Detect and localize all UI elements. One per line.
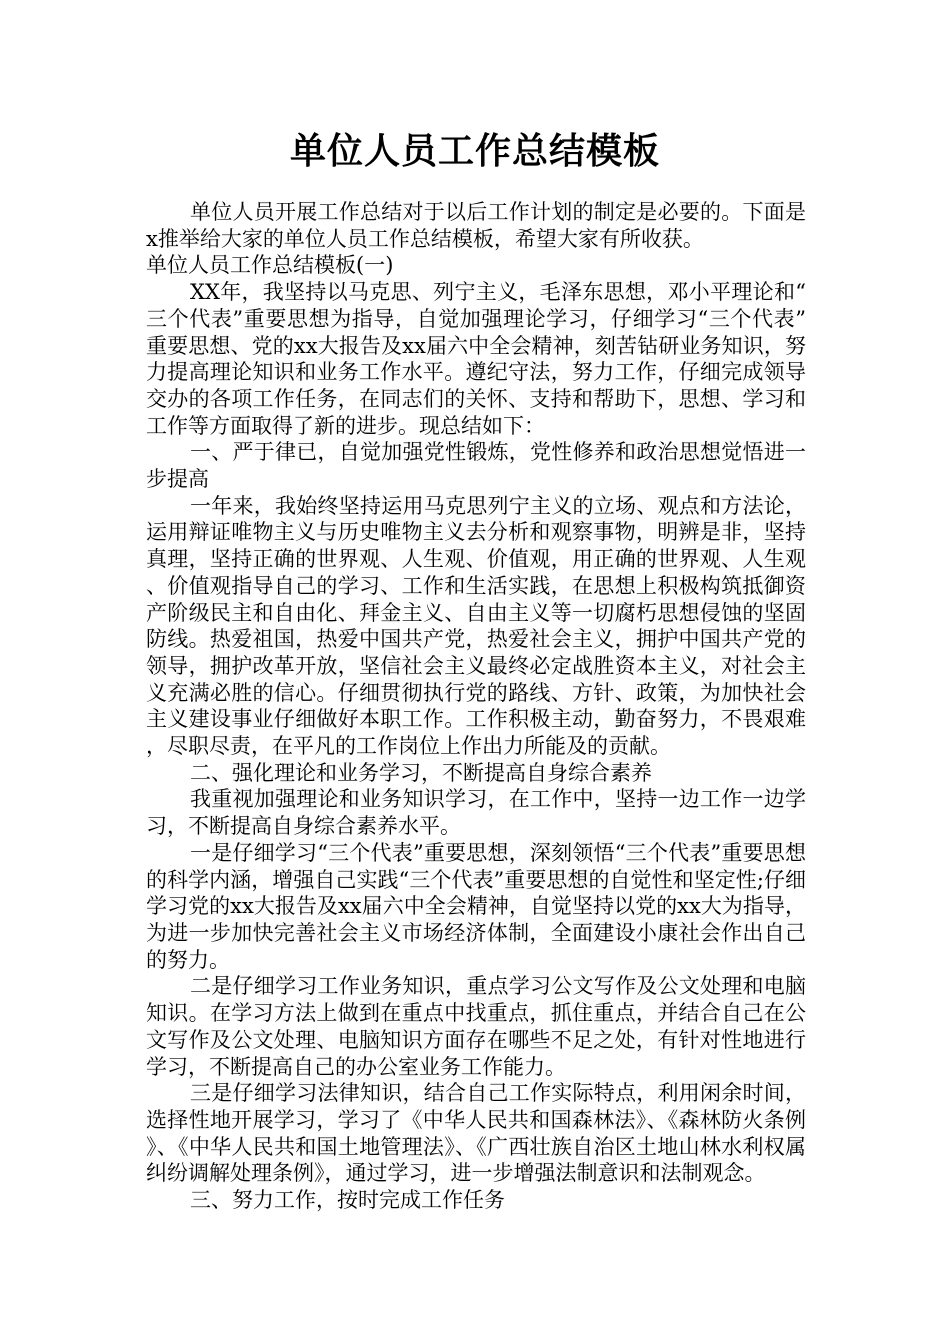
paragraph: 一年来，我始终坚持运用马克思列宁主义的立场、观点和方法论，运用辩证唯物主义与历史唯物主义去分析和观察事物，明辨是非，坚持真理，坚持正确的世界观、人生观、价值观，用正确的世界观、人生观、价值观指导自己的学习、工作和生活实践，在思想上积极构筑抵御资产阶级民主和自由化、拜金主义、自由主义等一切腐朽思想侵蚀的坚固防线。热爱祖国，热爱中国共产党，热爱社会主义，拥护中国共产党的领导，拥护改革开放，坚信社会主义最终必定战胜资本主义，对社会主义充满必胜的信心。仔细贯彻执行党的路线、方针、政策，为加快社会主义建设事业仔细做好本职工作。工作积极主动，勤奋努力，不畏艰难，尽职尽责，在平凡的工作岗位上作出力所能及的贡献。 [146, 493, 806, 759]
section-heading: 单位人员工作总结模板(一) [146, 253, 394, 278]
paragraph: 三是仔细学习法律知识，结合自己工作实际特点，利用闲余时间，选择性地开展学习，学习了《中华人民共和国森林法》、《森林防火条例》、《中华人民共和国土地管理法》、《广西壮族自治区土地山林水利权属纠纷调解处理条例》，通过学习，进一步增强法制意识和法制观念。 [146, 1081, 806, 1186]
paragraph: 单位人员开展工作总结对于以后工作计划的制定是必要的。下面是x推举给大家的单位人员工作总结模板，希望大家有所收获。 [146, 200, 806, 251]
document-title: 单位人员工作总结模板 [289, 131, 660, 172]
paragraph: XX年，我坚持以马克思、列宁主义，毛泽东思想，邓小平理论和“三个代表”重要思想为指导，自觉加强理论学习，仔细学习“三个代表”重要思想、党的xx大报告及xx届六中全会精神，刻苦钻研业务知识，努力提高理论知识和业务工作水平。遵纪守法，努力工作，仔细完成领导交办的各项工作任务，在同志们的关怀、支持和帮助下，思想、学习和工作等方面取得了新的进步。现总结如下： [146, 280, 806, 438]
section-heading: 一、严于律已，自觉加强党性锻炼，党性修养和政治思想觉悟进一步提高 [146, 440, 806, 492]
section-heading: 二、强化理论和业务学习，不断提高自身综合素养 [190, 760, 652, 785]
section-heading: 三、努力工作，按时完成工作任务 [190, 1188, 505, 1213]
paragraph: 二是仔细学习工作业务知识，重点学习公文写作及公文处理和电脑知识。在学习方法上做到在重点中找重点，抓住重点，并结合自己在公文写作及公文处理、电脑知识方面存在哪些不足之处，有针对性地进行学习，不断提高自己的办公室业务工作能力。 [146, 974, 806, 1079]
paragraph: 我重视加强理论和业务知识学习，在工作中，坚持一边工作一边学习，不断提高自身综合素养水平。 [146, 787, 806, 839]
document-body [146, 199, 806, 1214]
paragraph: 一是仔细学习“三个代表”重要思想，深刻领悟“三个代表”重要思想的科学内涵，增强自己实践“三个代表”重要思想的自觉性和坚定性;仔细学习党的xx大报告及xx届六中全会精神，自觉坚持以党的xx大为指导，为进一步加快完善社会主义市场经济体制，全面建设小康社会作出自己的努力。 [146, 840, 806, 972]
